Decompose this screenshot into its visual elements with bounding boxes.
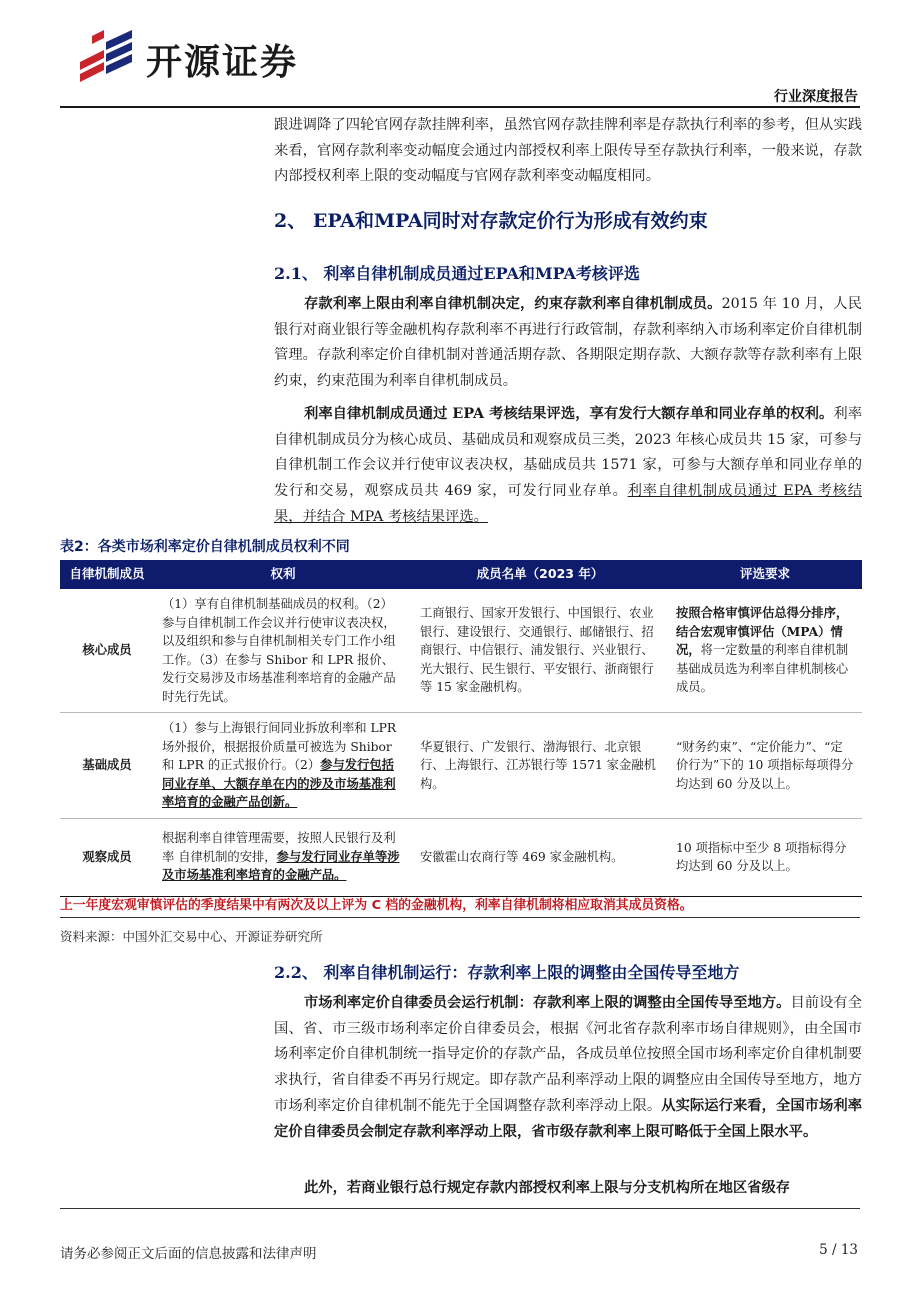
rights-emphasis: 参与发行同业存单等涉及市场基准利率培育的金融产品。: [162, 848, 400, 883]
members-cell: 安徽霍山农商行等 469 家金融机构。: [412, 818, 668, 896]
table-header-row: [60, 560, 862, 589]
member-rights-table: [60, 560, 862, 897]
requirement-bold: 按照合格审慎评估总得分排序，结合宏观审慎评估（MPA）情况，: [676, 605, 849, 658]
rights-cell: （1）享有自律机制基础成员的权利。（2）参与自律机制工作会议并行使审议表决权，以及组织和参与自律机制相关专门工作小组工作。（3）在参与 Shibor 和 LPR 报价、发行交易涉及市场基准利率培育的金融产品时先行先试。: [154, 589, 412, 713]
requirement-cell: 10 项指标中至少 8 项指标得分均达到 60 分及以上。: [668, 818, 862, 896]
paragraph-1-body: 2015 年 10 月，人民银行对商业银行等金融机构存款利率不再进行行政管制，存款利率纳入市场利率定价自律机制管理。存款利率定价自律机制对普通活期存款、各期限定期存款、大额存款等存款利率有上限约束，约束范围为利率自律机制成员。: [274, 296, 862, 390]
members-cell: 华夏银行、广发银行、渤海银行、北京银行、上海银行、江苏银行等 1571 家金融机构。: [412, 713, 668, 819]
table-title: 表2：各类市场利率定价自律机制成员权利不同: [60, 539, 350, 555]
report-type-label: 行业深度报告: [774, 89, 858, 105]
member-type-cell: 基础成员: [60, 713, 154, 819]
footer-rule: [60, 1208, 860, 1209]
page-number: 5 / 13: [819, 1242, 858, 1258]
member-type-cell: 核心成员: [60, 589, 154, 713]
rights-text: 根据利率自律管理需要，按照人民银行及利率 自律机制的安排，: [162, 831, 396, 864]
logo-text: 开源证券: [146, 42, 299, 83]
table-source: 资料来源：中国外汇交易中心、开源证券研究所: [60, 929, 323, 944]
column-header: 评选要求: [668, 560, 862, 589]
header-rule: [60, 106, 860, 108]
members-cell: 工商银行、国家开发银行、中国银行、农业银行、建设银行、交通银行、邮储银行、招商银行、中信银行、浦发银行、兴业银行、光大银行、民生银行、平安银行、浙商银行等 15 家金融机构。: [412, 589, 668, 713]
section-2-heading: 2、 EPA和MPA同时对存款定价行为形成有效约束: [274, 210, 708, 232]
paragraph-1-lead: 存款利率上限由利率自律机制决定，约束存款利率自律机制成员。: [304, 296, 722, 312]
table-row: [60, 818, 862, 896]
rights-emphasis: 参与发行包括同业存单、大额存单在内的涉及市场基准利率培育的金融产品创新。: [162, 757, 396, 809]
paragraph-2-lead: 利率自律机制成员通过 EPA 考核结果评选，享有发行大额存单和同业存单的权利。: [304, 406, 834, 422]
section-2-1-paragraph-2: [274, 402, 862, 531]
section-2-2-paragraph-2: [274, 1176, 862, 1202]
rights-cell: [154, 818, 412, 896]
table-row: [60, 713, 862, 819]
column-header: 权利: [154, 560, 412, 589]
rights-text: （1）参与上海银行间同业拆放利率和 LPR 场外报价，根据报价质量可被选为 Shibor 和 LPR 的正式报价行。（2）: [162, 721, 397, 772]
section-2-2-paragraph-1: [274, 991, 862, 1145]
table-note: 上一年度宏观审慎评估的季度结果中有两次及以上评为 C 档的金融机构，利率自律机制将相应取消其成员资格。: [60, 898, 693, 913]
member-type-cell: 观察成员: [60, 818, 154, 896]
requirement-text: 将一定数量的利率自律机制基础成员选为利率自律机制核心成员。: [676, 643, 849, 695]
paragraph-2-body: 利率自律机制成员分为核心成员、基础成员和观察成员三类，2023 年核心成员共 15 家，可参与自律机制工作会议并行使审议表决权，基础成员共 1571 家，可参与大额存单和同业存单的发行和交易，观察成员共 469 家，可发行同业存单。: [274, 406, 862, 500]
requirement-cell: “财务约束”、“定价能力”、“定价行为”下的 10 项指标每项得分均达到 60 分及以上。: [668, 713, 862, 819]
requirement-cell: [668, 589, 862, 713]
section-2-1-heading: 2.1、 利率自律机制成员通过EPA和MPA考核评选: [274, 264, 640, 283]
table-row: [60, 589, 862, 713]
paragraph-lead: 此外，若商业银行总行规定存款内部授权利率上限与分支机构所在地区省级存: [304, 1180, 791, 1196]
kaiyuan-logo-icon: [76, 28, 138, 84]
footer-disclaimer: 请务必参阅正文后面的信息披露和法律声明: [60, 1246, 317, 1262]
section-2-2-heading: 2.2、 利率自律机制运行：存款利率上限的调整由全国传导至地方: [274, 963, 740, 982]
paragraph-lead: 市场利率定价自律委员会运行机制：存款利率上限的调整由全国传导至地方。: [304, 995, 791, 1011]
paragraph-emphasis: 从实际运行来看，全国市场利率定价自律委员会制定存款利率浮动上限，省市级存款利率上限可略低于全国上限水平。: [274, 1097, 862, 1140]
intro-paragraph: 跟进调降了四轮官网存款挂牌利率，虽然官网存款挂牌利率是存款执行利率的参考，但从实践来看，官网存款利率变动幅度会通过内部授权利率上限传导至存款执行利率，一般来说，存款内部授权利率上限的变动幅度与官网存款利率变动幅度相同。: [274, 117, 862, 185]
paragraph-body: 目前设有全国、省、市三级市场利率定价自律委员会，根据《河北省存款利率市场自律规则》，由全国市场利率定价自律机制统一指导定价的存款产品，各成员单位按照全国市场利率定价自律机制要求执行，省自律委不再另行规定。即存款产品利率浮动上限的调整应由全国传导至地方，地方市场利率定价自律机制不能先于全国调整存款利率浮动上限。: [274, 995, 862, 1114]
company-logo: [76, 28, 346, 84]
column-header: 自律机制成员: [60, 560, 154, 589]
table-bottom-rule: [60, 917, 860, 918]
paragraph-2-underlined: 利率自律机制成员通过 EPA 考核结果，并结合 MPA 考核结果评选。: [274, 483, 862, 525]
rights-cell: [154, 713, 412, 819]
column-header: 成员名单（2023 年）: [412, 560, 668, 589]
section-2-1-paragraph-1: [274, 292, 862, 395]
